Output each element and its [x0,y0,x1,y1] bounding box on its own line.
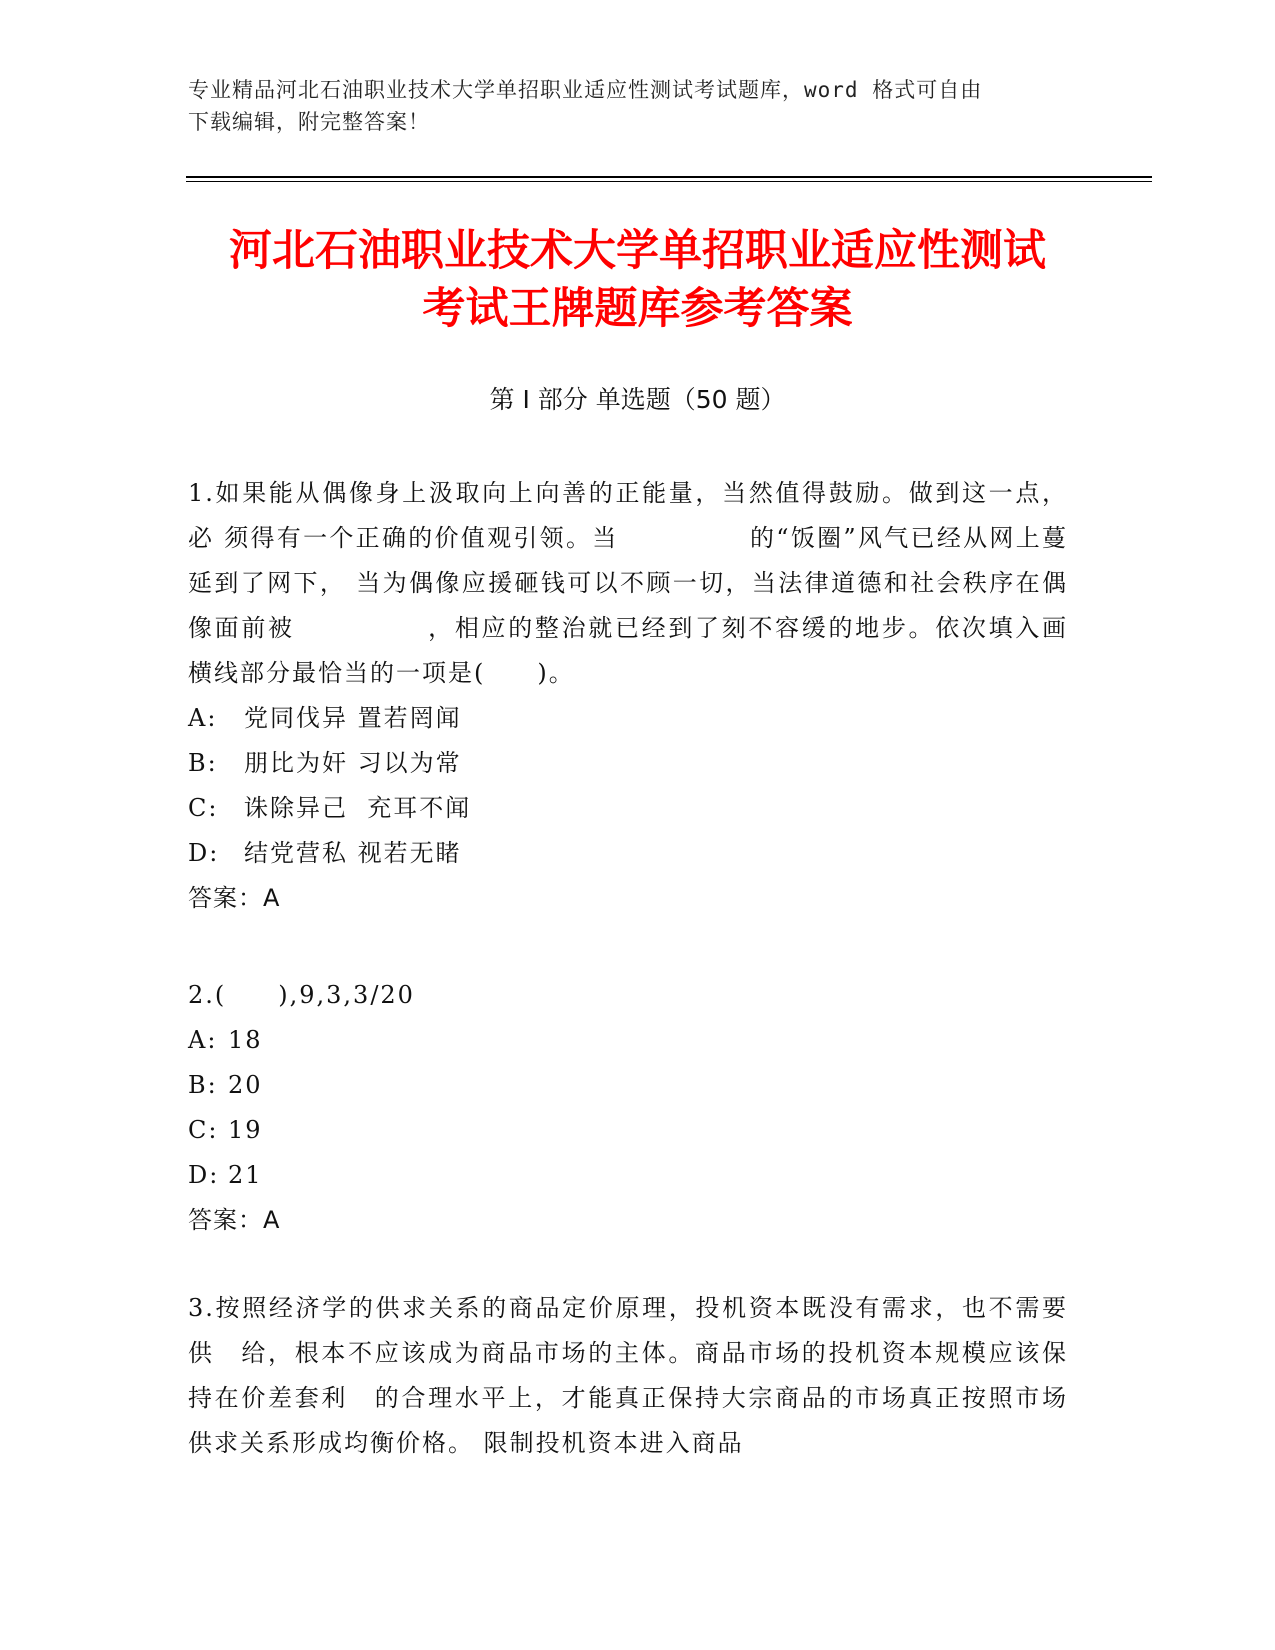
option-a [188,1018,1068,1063]
option-text: 18 [228,1026,263,1054]
option-key: D: [188,1161,220,1189]
option-text: 党同伐异 置若罔闻 [244,704,462,732]
question-stem: 1.如果能从偶像身上汲取向上向善的正能量，当然值得鼓励。做到这一点，必 须得有一个正确的价值观引领。当 的“饭圈”风气已经从网上蔓延到了网下， 当为偶像应援砸钱可以不顾一切，当法律道德和社会秩序在偶像面前被 ，相应的整治就已经到了刻不容缓的地步。依次填入画横线部分最恰当的一项是( )。 [188,479,1068,687]
option-key: C: [188,794,219,822]
option-text: 结党营私 视若无睹 [244,839,462,867]
header-note-line-2: 下载编辑，附完整答案！ [188,110,430,134]
question-1 [188,471,1068,921]
question-stem: 3.按照经济学的供求关系的商品定价原理，投机资本既没有需求，也不需要供 给，根本不应该成为商品市场的主体。商品市场的投机资本规模应该保持在价差套利 的合理水平上，才能真正保持大宗商品的市场真正按照市场供求关系形成均衡价格。 限制投机资本进入商品 [188,1294,1068,1457]
option-text: 朋比为奸 习以为常 [244,749,462,777]
answer: 答案：A [188,1206,281,1234]
document-title-line-2: 考试王牌题库参考答案 [422,284,853,334]
option-key: B: [188,1071,218,1099]
answer: 答案：A [188,884,281,912]
document-title-line-1: 河北石油职业技术大学单招职业适应性测试 [229,226,1046,276]
header-rule-thick [186,176,1152,178]
option-d [188,831,1068,876]
option-text: 19 [228,1116,263,1144]
option-key: C: [188,1116,219,1144]
header-rule-thin [186,181,1152,182]
question-3 [188,1286,1068,1466]
option-a [188,696,1068,741]
option-key: B: [188,749,218,777]
option-key: D: [188,839,220,867]
document-title [140,222,1135,338]
option-key: A: [188,1026,218,1054]
option-b [188,741,1068,786]
option-c [188,786,1068,831]
option-b [188,1063,1068,1108]
option-key: A: [188,704,218,732]
question-2 [188,973,1068,1243]
option-d [188,1153,1068,1198]
question-stem: 2.( ),9,3,3/20 [188,981,415,1009]
option-text: 20 [228,1071,263,1099]
option-text: 21 [228,1161,263,1189]
option-c [188,1108,1068,1153]
header-note [188,74,1078,138]
header-note-line-1: 专业精品河北石油职业技术大学单招职业适应性测试考试题库，word 格式可自由 [188,78,983,102]
option-text: 诛除异己 充耳不闻 [244,794,472,822]
section-heading: 第 I 部分 单选题（50 题） [489,385,786,414]
